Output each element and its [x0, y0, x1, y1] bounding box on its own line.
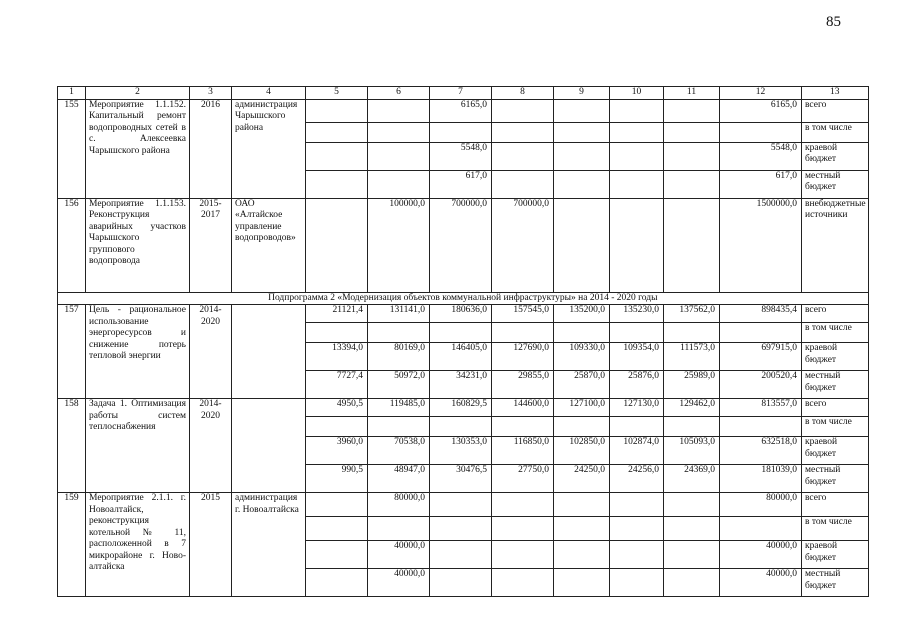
column-number-header: 5 — [306, 87, 368, 100]
amount-cell — [554, 569, 610, 597]
amount-cell: 80000,0 — [368, 493, 430, 517]
amount-cell — [720, 122, 802, 142]
amount-cell — [664, 517, 720, 541]
table-body — [58, 87, 869, 597]
amount-cell — [554, 493, 610, 517]
item-name: Мероприятие 1.1.153. Реконструкция аварийных участков Чарышского группового водопровода — [86, 198, 190, 292]
amount-cell — [610, 99, 664, 122]
amount-cell: 102850,0 — [554, 437, 610, 465]
amount-cell — [306, 517, 368, 541]
amount-cell: 109330,0 — [554, 343, 610, 371]
amount-cell: 24250,0 — [554, 465, 610, 493]
amount-cell: 990,5 — [306, 465, 368, 493]
amount-cell: 109354,0 — [610, 343, 664, 371]
amount-cell — [368, 122, 430, 142]
amount-cell: 5548,0 — [430, 142, 492, 170]
column-number-header: 1 — [58, 87, 86, 100]
amount-cell — [610, 517, 664, 541]
funding-source: краевой бюджет — [802, 541, 869, 569]
column-number-header: 8 — [492, 87, 554, 100]
amount-cell — [554, 170, 610, 198]
amount-cell — [430, 541, 492, 569]
amount-cell: 617,0 — [720, 170, 802, 198]
item-number: 156 — [58, 198, 86, 292]
amount-cell — [664, 170, 720, 198]
amount-cell: 29855,0 — [492, 371, 554, 399]
amount-cell: 127100,0 — [554, 399, 610, 417]
amount-cell: 129462,0 — [664, 399, 720, 417]
amount-cell — [664, 323, 720, 343]
amount-cell — [430, 493, 492, 517]
amount-cell — [430, 122, 492, 142]
item-years: 2014-2020 — [190, 305, 232, 399]
amount-cell: 697915,0 — [720, 343, 802, 371]
amount-cell: 50972,0 — [368, 371, 430, 399]
amount-cell — [554, 99, 610, 122]
amount-cell — [554, 198, 610, 292]
amount-cell — [306, 142, 368, 170]
amount-cell — [492, 493, 554, 517]
item-years: 2015-2017 — [190, 198, 232, 292]
amount-cell: 24256,0 — [610, 465, 664, 493]
amount-cell: 24369,0 — [664, 465, 720, 493]
amount-cell: 40000,0 — [368, 541, 430, 569]
funding-source: всего — [802, 305, 869, 323]
amount-cell — [554, 541, 610, 569]
amount-cell — [492, 569, 554, 597]
amount-cell — [492, 99, 554, 122]
item-executor — [232, 399, 306, 493]
amount-cell — [492, 170, 554, 198]
funding-source: внебюджетные источники — [802, 198, 869, 292]
amount-cell: 898435,4 — [720, 305, 802, 323]
amount-cell — [664, 198, 720, 292]
item-executor: администрация г. Новоалтайска — [232, 493, 306, 597]
amount-cell — [430, 323, 492, 343]
column-number-header: 7 — [430, 87, 492, 100]
item-name: Цель - рациональное использование энергоресурсов и снижение потерь тепловой энергии — [86, 305, 190, 399]
amount-cell: 30476,5 — [430, 465, 492, 493]
amount-cell — [306, 99, 368, 122]
amount-cell: 25870,0 — [554, 371, 610, 399]
amount-cell: 70538,0 — [368, 437, 430, 465]
amount-cell: 111573,0 — [664, 343, 720, 371]
amount-cell — [664, 493, 720, 517]
column-number-header: 11 — [664, 87, 720, 100]
funding-source: всего — [802, 399, 869, 417]
amount-cell: 146405,0 — [430, 343, 492, 371]
amount-cell — [306, 323, 368, 343]
amount-cell — [368, 170, 430, 198]
funding-source: в том числе — [802, 417, 869, 437]
amount-cell: 1500000,0 — [720, 198, 802, 292]
amount-cell: 200520,4 — [720, 371, 802, 399]
item-number: 157 — [58, 305, 86, 399]
amount-cell: 130353,0 — [430, 437, 492, 465]
item-executor: администрация Чарышского района — [232, 99, 306, 198]
table-row — [58, 493, 869, 517]
funding-source: местный бюджет — [802, 170, 869, 198]
amount-cell — [306, 569, 368, 597]
amount-cell — [492, 417, 554, 437]
amount-cell — [492, 122, 554, 142]
amount-cell — [554, 142, 610, 170]
table-row — [58, 305, 869, 323]
item-number: 155 — [58, 99, 86, 198]
item-years: 2015 — [190, 493, 232, 597]
amount-cell: 25989,0 — [664, 371, 720, 399]
amount-cell: 5548,0 — [720, 142, 802, 170]
amount-cell — [306, 198, 368, 292]
item-number: 158 — [58, 399, 86, 493]
amount-cell: 21121,4 — [306, 305, 368, 323]
column-number-header: 3 — [190, 87, 232, 100]
amount-cell: 34231,0 — [430, 371, 492, 399]
amount-cell: 102874,0 — [610, 437, 664, 465]
amount-cell: 25876,0 — [610, 371, 664, 399]
amount-cell — [554, 323, 610, 343]
amount-cell: 116850,0 — [492, 437, 554, 465]
item-years: 2014-2020 — [190, 399, 232, 493]
item-years: 2016 — [190, 99, 232, 198]
amount-cell: 48947,0 — [368, 465, 430, 493]
amount-cell — [664, 541, 720, 569]
amount-cell: 27750,0 — [492, 465, 554, 493]
funding-source: всего — [802, 493, 869, 517]
amount-cell: 157545,0 — [492, 305, 554, 323]
funding-source: в том числе — [802, 517, 869, 541]
table-row — [58, 399, 869, 417]
amount-cell: 632518,0 — [720, 437, 802, 465]
item-number: 159 — [58, 493, 86, 597]
budget-table — [57, 86, 869, 597]
amount-cell — [368, 142, 430, 170]
amount-cell: 80000,0 — [720, 493, 802, 517]
amount-cell — [368, 417, 430, 437]
amount-cell — [720, 417, 802, 437]
funding-source: местный бюджет — [802, 569, 869, 597]
amount-cell: 135230,0 — [610, 305, 664, 323]
amount-cell: 135200,0 — [554, 305, 610, 323]
amount-cell: 6165,0 — [430, 99, 492, 122]
amount-cell — [610, 493, 664, 517]
amount-cell: 144600,0 — [492, 399, 554, 417]
subprogram-row — [58, 292, 869, 305]
amount-cell: 160829,5 — [430, 399, 492, 417]
amount-cell — [306, 170, 368, 198]
amount-cell: 813557,0 — [720, 399, 802, 417]
funding-source: в том числе — [802, 323, 869, 343]
amount-cell — [664, 122, 720, 142]
column-number-row — [58, 87, 869, 100]
amount-cell — [492, 517, 554, 541]
column-number-header: 4 — [232, 87, 306, 100]
amount-cell: 131141,0 — [368, 305, 430, 323]
funding-source: местный бюджет — [802, 371, 869, 399]
funding-source: в том числе — [802, 122, 869, 142]
amount-cell — [664, 99, 720, 122]
table-row — [58, 198, 869, 292]
amount-cell — [610, 323, 664, 343]
column-number-header: 9 — [554, 87, 610, 100]
amount-cell: 40000,0 — [720, 541, 802, 569]
amount-cell: 700000,0 — [492, 198, 554, 292]
amount-cell — [430, 417, 492, 437]
amount-cell — [720, 323, 802, 343]
amount-cell — [492, 323, 554, 343]
amount-cell — [610, 569, 664, 597]
item-executor — [232, 305, 306, 399]
amount-cell: 40000,0 — [720, 569, 802, 597]
amount-cell — [306, 493, 368, 517]
amount-cell — [368, 99, 430, 122]
funding-source: краевой бюджет — [802, 142, 869, 170]
amount-cell: 119485,0 — [368, 399, 430, 417]
funding-source: местный бюджет — [802, 465, 869, 493]
amount-cell: 180636,0 — [430, 305, 492, 323]
amount-cell — [664, 417, 720, 437]
amount-cell — [610, 417, 664, 437]
page-number: 85 — [826, 14, 841, 30]
amount-cell — [306, 541, 368, 569]
amount-cell — [720, 517, 802, 541]
amount-cell: 4950,5 — [306, 399, 368, 417]
amount-cell — [610, 142, 664, 170]
subprogram-title: Подпрограмма 2 «Модернизация объектов коммунальной инфраструктуры» на 2014 - 2020 годы — [58, 292, 869, 305]
funding-source: краевой бюджет — [802, 343, 869, 371]
column-number-header: 12 — [720, 87, 802, 100]
amount-cell — [664, 142, 720, 170]
amount-cell: 3960,0 — [306, 437, 368, 465]
amount-cell: 137562,0 — [664, 305, 720, 323]
amount-cell: 6165,0 — [720, 99, 802, 122]
amount-cell — [610, 122, 664, 142]
amount-cell: 617,0 — [430, 170, 492, 198]
amount-cell — [306, 122, 368, 142]
amount-cell: 105093,0 — [664, 437, 720, 465]
amount-cell — [368, 517, 430, 541]
amount-cell: 100000,0 — [368, 198, 430, 292]
amount-cell: 700000,0 — [430, 198, 492, 292]
amount-cell — [492, 541, 554, 569]
amount-cell: 80169,0 — [368, 343, 430, 371]
amount-cell: 127690,0 — [492, 343, 554, 371]
amount-cell — [664, 569, 720, 597]
amount-cell — [306, 417, 368, 437]
item-name: Задача 1. Оптимизация работы систем теплоснабжения — [86, 399, 190, 493]
item-executor: ОАО «Алтайское управление водопроводов» — [232, 198, 306, 292]
amount-cell — [554, 122, 610, 142]
column-number-header: 2 — [86, 87, 190, 100]
column-number-header: 10 — [610, 87, 664, 100]
item-name: Мероприятие 1.1.152. Капитальный ремонт водопроводных сетей в с. Алексеевка Чарышского района — [86, 99, 190, 198]
column-number-header: 6 — [368, 87, 430, 100]
amount-cell — [492, 142, 554, 170]
amount-cell — [430, 517, 492, 541]
amount-cell — [610, 541, 664, 569]
amount-cell — [610, 170, 664, 198]
amount-cell: 181039,0 — [720, 465, 802, 493]
amount-cell — [368, 323, 430, 343]
column-number-header: 13 — [802, 87, 869, 100]
amount-cell — [430, 569, 492, 597]
funding-source: краевой бюджет — [802, 437, 869, 465]
amount-cell — [554, 417, 610, 437]
amount-cell: 13394,0 — [306, 343, 368, 371]
amount-cell: 127130,0 — [610, 399, 664, 417]
amount-cell — [554, 517, 610, 541]
amount-cell: 7727,4 — [306, 371, 368, 399]
amount-cell: 40000,0 — [368, 569, 430, 597]
item-name: Мероприятие 2.1.1. г. Новоалтайск, реконструкция котельной № 11, расположенной в 7 микрорайоне г. Ново-алтайска — [86, 493, 190, 597]
funding-source: всего — [802, 99, 869, 122]
table-row — [58, 99, 869, 122]
amount-cell — [610, 198, 664, 292]
